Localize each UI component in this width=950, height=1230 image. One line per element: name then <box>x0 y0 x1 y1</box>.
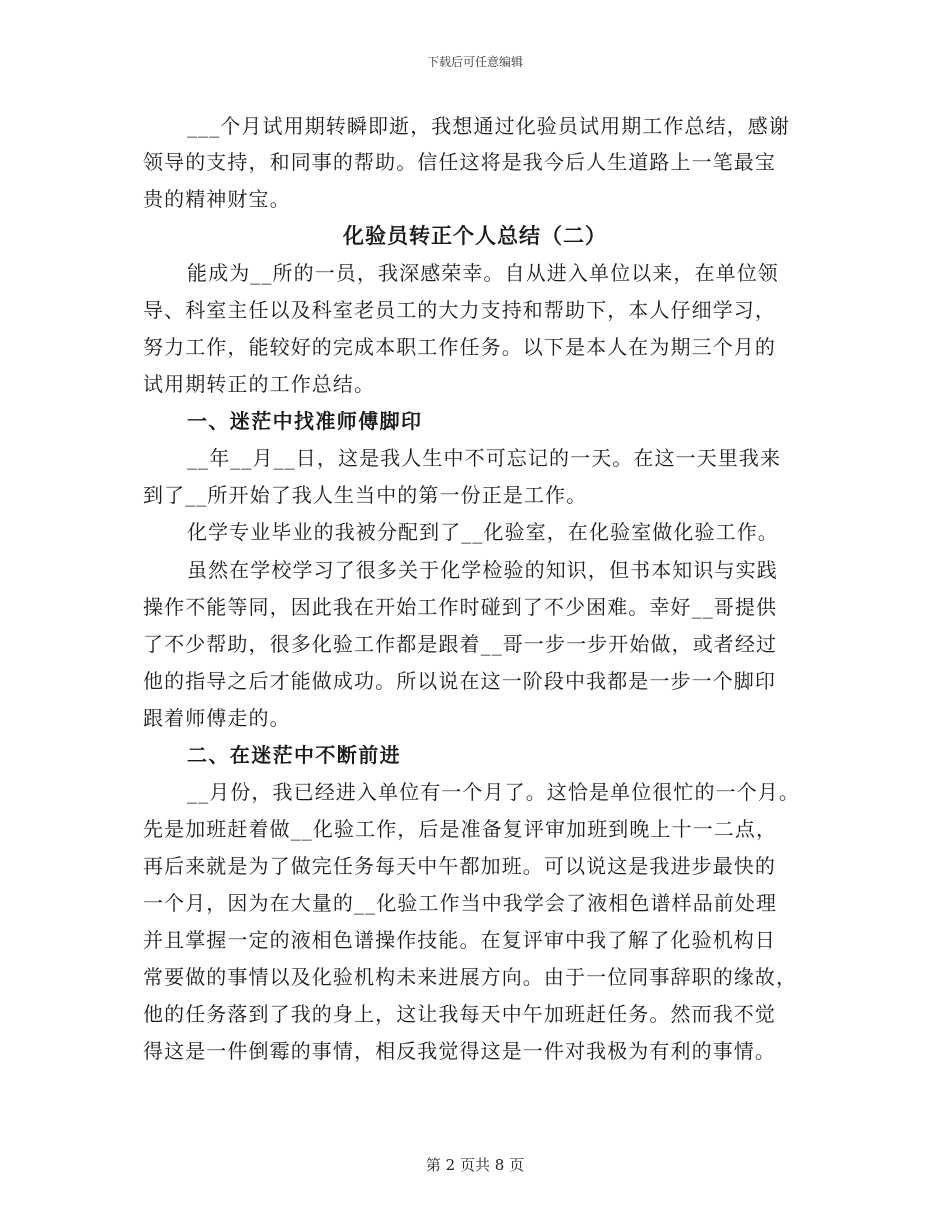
paragraph-line: 操作不能等同，因此我在开始工作时碰到了不少困难。幸好__哥提供 <box>143 595 778 619</box>
paragraph-line: __月份，我已经进入单位有一个月了。这恰是单位很忙的一个月。 <box>187 780 800 804</box>
paragraph-line: 努力工作，能较好的完成本职工作任务。以下是本人在为期三个月的 <box>143 335 776 359</box>
paragraph-line: 得这是一件倒霉的事情，相反我觉得这是一件对我极为有利的事情。 <box>143 1039 776 1063</box>
paragraph-line: 再后来就是为了做完任务每天中午都加班。可以说这是我进步最快的 <box>143 854 776 878</box>
paragraph-line: 常要做的事情以及化验机构未来进展方向。由于一位同事辞职的缘故， <box>143 965 798 989</box>
section-title: 化验员转正个人总结（二） <box>343 223 607 248</box>
paragraph-line: 并且掌握一定的液相色谱操作技能。在复评审中我了解了化验机构日 <box>143 928 776 952</box>
paragraph-line: 先是加班赶着做__化验工作，后是准备复评审加班到晚上十一二点， <box>143 817 778 841</box>
page-header: 下载后可任意编辑 <box>426 55 523 69</box>
paragraph-line: 导、科室主任以及科室老员工的大力支持和帮助下，本人仔细学习， <box>143 298 776 322</box>
paragraph-line: 能成为__所的一员，我深感荣幸。自从进入单位以来，在单位领 <box>187 261 779 285</box>
paragraph-line: 了不少帮助，很多化验工作都是跟着__哥一步一步开始做，或者经过 <box>143 632 778 656</box>
subheading: 二、在迷茫中不断前进 <box>187 743 401 767</box>
paragraph-line: 领导的支持，和同事的帮助。信任这将是我今后人生道路上一笔最宝 <box>143 150 776 174</box>
paragraph-line: 试用期转正的工作总结。 <box>143 372 376 396</box>
paragraph-line: 贵的精神财宝。 <box>143 187 291 211</box>
page-number: 第 2 页共 8 页 <box>425 1156 525 1174</box>
paragraph-line: 化学专业毕业的我被分配到了__化验室，在化验室做化验工作。 <box>187 520 779 544</box>
paragraph-line: 他的指导之后才能做成功。所以说在这一阶段中我都是一步一个脚印 <box>143 669 776 693</box>
paragraph-line: 到了__所开始了我人生当中的第一份正是工作。 <box>143 483 588 507</box>
paragraph-line: ___个月试用期转瞬即逝，我想通过化验员试用期工作总结，感谢 <box>187 114 790 138</box>
paragraph-line: 虽然在学校学习了很多关于化学检验的知识，但书本知识与实践 <box>187 558 778 582</box>
paragraph-line: 他的任务落到了我的身上，这让我每天中午加班赶任务。然而我不觉 <box>143 1002 776 1026</box>
paragraph-line: 一个月，因为在大量的__化验工作当中我学会了液相色谱样品前处理 <box>143 891 778 915</box>
paragraph-line: 跟着师傅走的。 <box>143 706 291 730</box>
paragraph-line: __年__月__日，这是我人生中不可忘记的一天。在这一天里我来 <box>187 446 782 470</box>
subheading: 一、迷茫中找准师傅脚印 <box>187 409 423 433</box>
